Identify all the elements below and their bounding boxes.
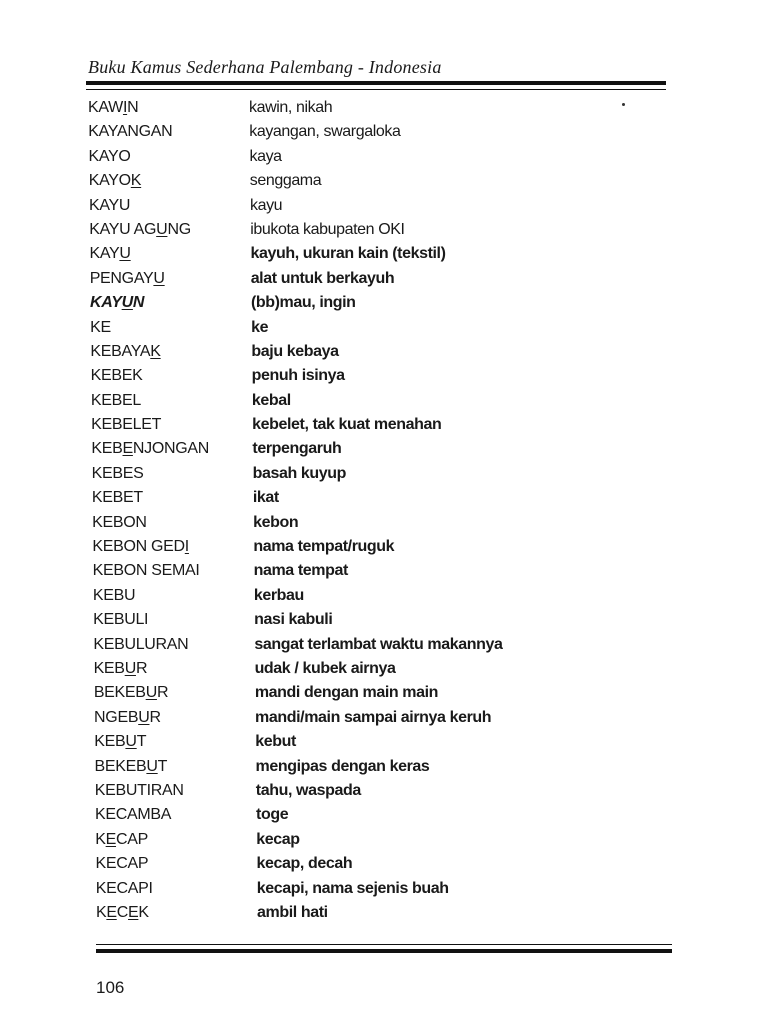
- dictionary-entry: [0, 634, 768, 658]
- entry-term: KAYU: [89, 245, 131, 263]
- entry-definition: kayangan, swargaloka: [249, 123, 401, 141]
- entry-term: KEBON SEMAI: [92, 562, 200, 580]
- header-rule-thin: [86, 89, 666, 90]
- entry-term: KE: [90, 318, 111, 336]
- dictionary-entry: [0, 658, 768, 682]
- dictionary-entry: [0, 756, 768, 780]
- dictionary-entry: [0, 707, 768, 731]
- dictionary-entry: [0, 438, 768, 462]
- entry-definition: kebut: [255, 733, 296, 751]
- entry-definition: mengipas dengan keras: [255, 757, 430, 775]
- entry-definition: kayuh, ukuran kain (tekstil): [250, 245, 446, 263]
- entry-term: BEKEBUT: [94, 757, 168, 775]
- entry-definition: kayu: [249, 196, 283, 214]
- entry-term: KECAMBA: [95, 806, 172, 824]
- entry-definition: mandi dengan main main: [254, 684, 439, 702]
- dictionary-entry: [0, 219, 768, 243]
- dictionary-entry: [0, 536, 768, 560]
- dictionary-entry: [0, 731, 768, 755]
- entry-definition: kecap, decah: [256, 855, 353, 873]
- entry-definition: nama tempat: [253, 562, 348, 580]
- dictionary-entry: [0, 170, 768, 194]
- entry-term: KECAP: [95, 830, 149, 848]
- dictionary-entries: [0, 97, 768, 926]
- dictionary-entry: [0, 317, 768, 341]
- dictionary-entry: [0, 682, 768, 706]
- entry-definition: alat untuk berkayuh: [250, 269, 395, 287]
- entry-definition: baju kebaya: [251, 342, 339, 360]
- entry-definition: kawin, nikah: [249, 99, 333, 116]
- entry-term: KECEK: [96, 903, 149, 921]
- dictionary-entry: [0, 121, 768, 145]
- entry-definition: nama tempat/ruguk: [253, 538, 395, 556]
- entry-definition: kebelet, tak kuat menahan: [252, 416, 442, 434]
- entry-definition: basah kuyup: [252, 464, 347, 482]
- entry-term: KAYUN: [89, 294, 145, 312]
- entry-definition: sangat terlambat waktu makannya: [254, 635, 503, 653]
- entry-term: KEBES: [91, 464, 144, 482]
- entry-definition: mandi/main sampai airnya keruh: [255, 708, 492, 726]
- dictionary-entry: [0, 195, 768, 219]
- entry-term: KEBUR: [93, 659, 148, 677]
- entry-term: KEBON: [92, 513, 147, 531]
- entry-term: KECAP: [95, 855, 149, 873]
- entry-term: KEBELET: [91, 416, 162, 434]
- entry-term: KAWIN: [88, 99, 139, 116]
- dictionary-entry: [0, 853, 768, 877]
- dictionary-entry: [0, 829, 768, 853]
- entry-term: KEBU: [92, 586, 136, 604]
- dictionary-entry: [0, 902, 768, 926]
- dictionary-entry: [0, 341, 768, 365]
- dictionary-entry: [0, 365, 768, 389]
- entry-term: KEBON GEDI: [92, 538, 189, 556]
- page-number: 106: [96, 978, 125, 997]
- dictionary-entry: [0, 463, 768, 487]
- header-rule-thick: [86, 81, 666, 85]
- dictionary-entry: [0, 804, 768, 828]
- dictionary-entry: [0, 146, 768, 170]
- entry-definition: ibukota kabupaten OKI: [250, 220, 405, 238]
- entry-definition: ambil hati: [257, 903, 328, 921]
- entry-definition: tahu, waspada: [255, 781, 361, 799]
- dictionary-entry: [0, 292, 768, 316]
- entry-definition: kecapi, nama sejenis buah: [256, 879, 449, 897]
- entry-term: KEBAYAK: [90, 342, 161, 360]
- entry-term: KEBET: [91, 489, 143, 507]
- entry-definition: kaya: [249, 147, 282, 165]
- entry-term: KAYU AGUNG: [89, 220, 191, 238]
- entry-definition: kebal: [251, 391, 291, 409]
- dictionary-entry: [0, 585, 768, 609]
- entry-term: KAYANGAN: [88, 123, 173, 141]
- dictionary-entry: [0, 560, 768, 584]
- entry-definition: kecap: [256, 830, 300, 848]
- entry-term: KECAPI: [95, 879, 153, 897]
- dictionary-entry: [0, 878, 768, 902]
- entry-term: BEKEBUR: [93, 684, 169, 702]
- entry-term: KEBEK: [90, 367, 143, 385]
- dictionary-entry: [0, 609, 768, 633]
- entry-term: KEBUT: [94, 733, 147, 751]
- entry-term: KAYOK: [88, 172, 142, 190]
- entry-definition: nasi kabuli: [254, 611, 333, 629]
- entry-term: KEBENJONGAN: [91, 440, 210, 458]
- entry-term: KAYU: [88, 196, 131, 214]
- entry-definition: (bb)mau, ingin: [250, 294, 356, 312]
- entry-definition: senggama: [249, 172, 322, 190]
- entry-definition: penuh isinya: [251, 367, 345, 385]
- entry-definition: terpengaruh: [252, 440, 342, 458]
- dictionary-entry: [0, 97, 768, 121]
- entry-definition: kebon: [253, 513, 299, 531]
- dictionary-entry: [0, 487, 768, 511]
- page-header-title: Buku Kamus Sederhana Palembang - Indonesia: [88, 57, 442, 77]
- entry-term: KAYO: [88, 147, 131, 165]
- entry-term: KEBUTIRAN: [94, 781, 184, 799]
- dictionary-entry: [0, 414, 768, 438]
- entry-term: KEBEL: [90, 391, 141, 409]
- dictionary-entry: [0, 512, 768, 536]
- dictionary-entry: [0, 268, 768, 292]
- entry-definition: kerbau: [253, 586, 304, 604]
- entry-term: PENGAYU: [89, 269, 165, 287]
- dictionary-entry: [0, 390, 768, 414]
- dictionary-entry: [0, 243, 768, 267]
- dictionary-entry: [0, 780, 768, 804]
- footer-rule-thick: [96, 949, 672, 953]
- footer-rule-thin: [96, 944, 672, 945]
- entry-definition: toge: [256, 806, 289, 824]
- entry-term: KEBULI: [93, 611, 149, 629]
- entry-definition: ke: [251, 318, 269, 336]
- entry-definition: udak / kubek airnya: [254, 659, 396, 677]
- entry-term: KEBULURAN: [93, 635, 189, 653]
- entry-definition: ikat: [252, 489, 279, 507]
- entry-term: NGEBUR: [94, 708, 161, 726]
